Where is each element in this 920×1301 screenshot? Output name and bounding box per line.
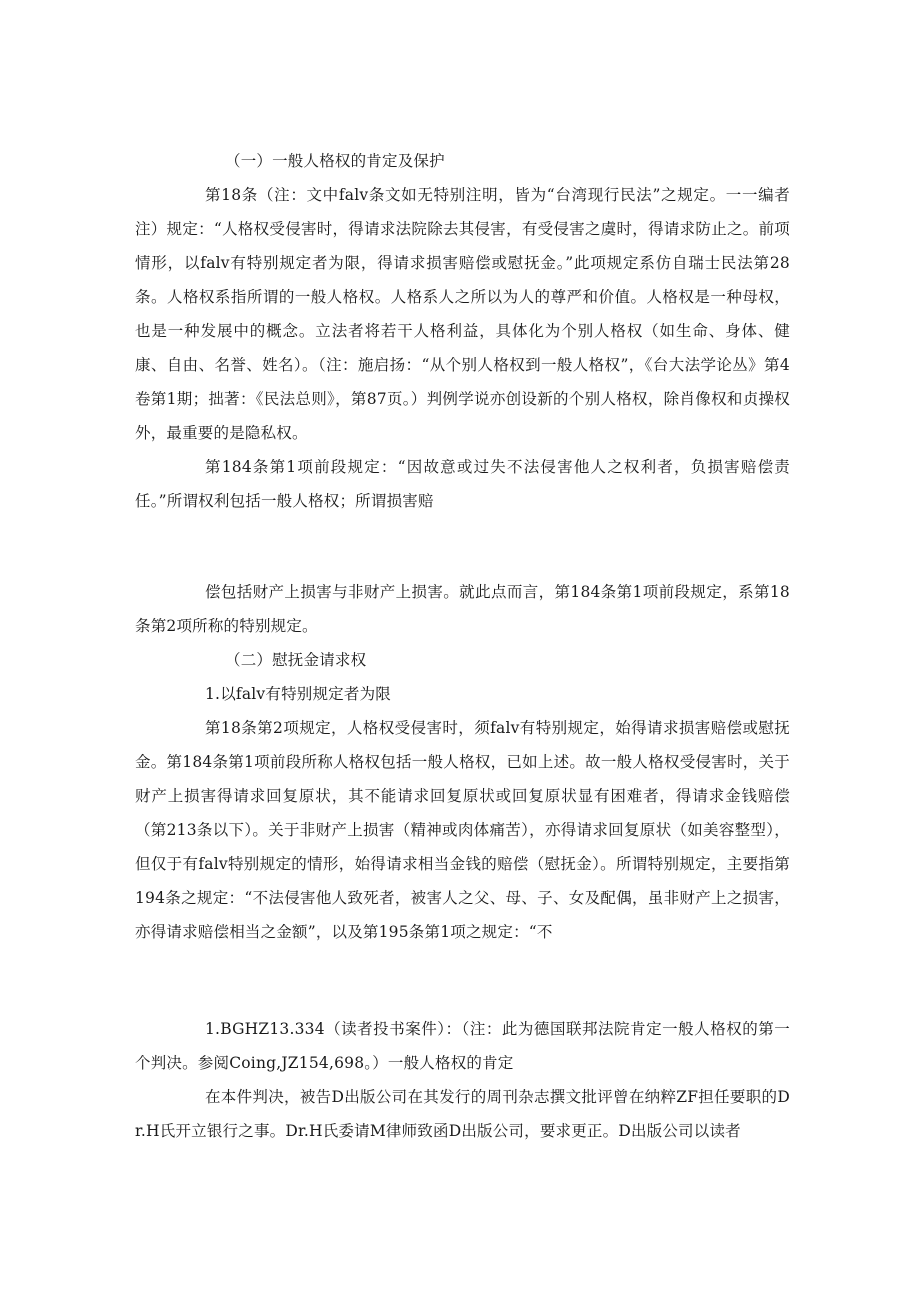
paragraph: 偿包括财产上损害与非财产上损害。就此点而言，第184条第1项前段规定，系第18条第2项所称的特别规定。 <box>135 583 790 635</box>
paragraph: 第18条第2项规定，人格权受侵害时，须falv有特别规定，始得请求损害赔偿或慰抚金。第184条第1项前段所称人格权包括一般人格权，已如上述。故一般人格权受侵害时，关于财产上损害得请求回复原状，其不能请求回复原状或回复原状显有困难者，得请求金钱赔偿（第213条以下）。关于非财产上损害（精神或肉体痛苦），亦得请求回复原状（如美容整型），但仅于有falv特别规定的情形，始得请求相当金钱的赔偿（慰抚金）。所谓特别规定，主要指第194条之规定：“不法侵害他人致死者，被害人之父、母、子、女及配偶，虽非财产上之损害，亦得请求赔偿相当之金额”，以及第195条第1项之规定：“不 <box>135 719 790 941</box>
subsection-heading: 1.以falv有特别规定者为限 <box>205 685 391 703</box>
section-heading-2: （二）慰抚金请求权 <box>225 651 367 669</box>
case-citation: 1.BGHZ13.334（读者投书案件）：（注：此为德国联邦法院肯定一般人格权的第一个判决。参阅Coing,JZ154,698。）一般人格权的肯定 <box>135 1020 790 1072</box>
paragraph: 第18条（注：文中falv条文如无特别注明，皆为“台湾现行民法”之规定。一一编者注）规定：“人格权受侵害时，得请求法院除去其侵害，有受侵害之虞时，得请求防止之。前项情形，以falv有特别规定者为限，得请求损害赔偿或慰抚金。”此项规定系仿自瑞士民法第28条。人格权系指所谓的一般人格权。人格系人之所以为人的尊严和价值。人格权是一种母权，也是一种发展中的概念。立法者将若干人格利益，具体化为个别人格权（如生命、身体、健康、自由、名誉、姓名）。（注：施启扬：“从个别人格权到一般人格权”，《台大法学论丛》第4卷第1期；拙著：《民法总则》，第87页。）判例学说亦创设新的个别人格权，除肖像权和贞操权外，最重要的是隐私权。 <box>135 186 790 442</box>
text-block-1 <box>135 144 790 518</box>
text-block-2 <box>135 575 790 949</box>
text-block-3 <box>135 1012 790 1148</box>
paragraph: 在本件判决，被告D出版公司在其发行的周刊杂志撰文批评曾在纳粹ZF担任要职的Dr.H氏开立银行之事。Dr.H氏委请M律师致函D出版公司，要求更正。D出版公司以读者 <box>135 1088 790 1140</box>
paragraph: 第184条第1项前段规定：“因故意或过失不法侵害他人之权利者，负损害赔偿责任。”所谓权利包括一般人格权；所谓损害赔 <box>135 458 790 510</box>
section-heading-1: （一）一般人格权的肯定及保护 <box>225 152 445 170</box>
